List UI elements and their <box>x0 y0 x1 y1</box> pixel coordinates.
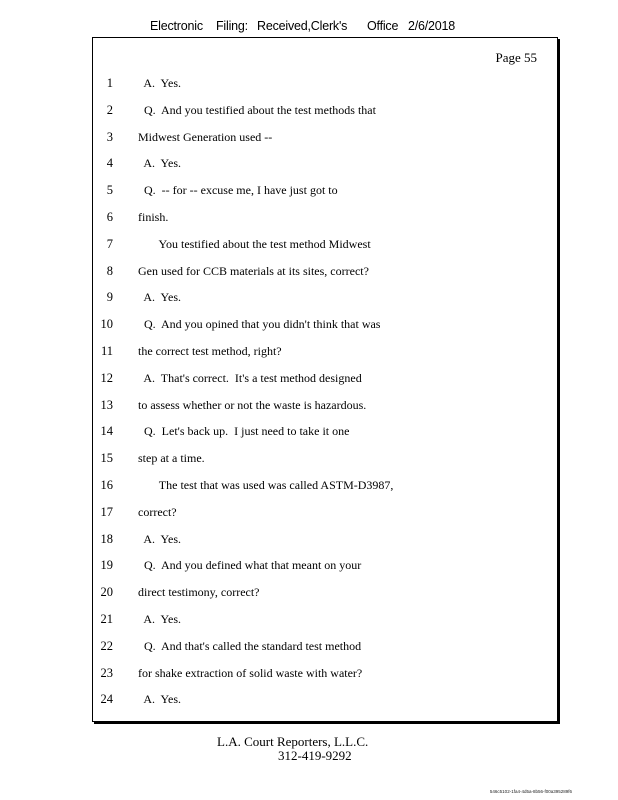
line-number: 16 <box>100 478 113 492</box>
transcript-line <box>93 76 553 94</box>
line-number: 17 <box>100 504 113 519</box>
transcript-line <box>93 666 553 684</box>
transcript-line <box>93 424 553 442</box>
transcript-line <box>93 156 553 174</box>
line-number: 24 <box>100 692 113 707</box>
transcript-line <box>93 532 553 550</box>
line-text: Q. -- for -- excuse me, I have just got to <box>138 183 338 198</box>
line-text: Gen used for CCB materials at its sites, correct? <box>138 263 369 278</box>
filing-header-date: 2/6/2018 <box>408 19 456 33</box>
line-text: Q. Let's back up. I just need to take it one <box>138 424 350 439</box>
transcript-line <box>93 317 553 335</box>
transcript-line <box>93 290 553 308</box>
transcript-line <box>93 558 553 576</box>
line-text: You testified about the test method Midwest <box>138 236 371 251</box>
line-number: 21 <box>100 612 113 626</box>
line-text: correct? <box>138 504 177 519</box>
transcript-line <box>93 451 553 469</box>
transcript-line <box>93 585 553 603</box>
transcript-line <box>93 183 553 201</box>
filing-header <box>150 19 470 37</box>
document-id: 546c5102-1fa4-4d5a-8b56-f00a395289f6 <box>489 789 572 794</box>
transcript-line <box>93 505 553 523</box>
transcript-line <box>93 692 553 710</box>
line-number: 22 <box>100 638 113 653</box>
line-number: 12 <box>100 370 113 385</box>
line-number: 19 <box>100 558 113 573</box>
line-number: 18 <box>100 531 113 546</box>
filing-header-electronic: Electronic <box>150 19 203 33</box>
line-text: A. Yes. <box>138 692 182 707</box>
line-text: for shake extraction of solid waste with water? <box>138 665 363 680</box>
line-text: the correct test method, right? <box>138 344 282 358</box>
line-number: 8 <box>106 263 113 278</box>
transcript-line <box>93 103 553 121</box>
line-number: 7 <box>106 236 113 251</box>
line-number: 9 <box>106 290 113 305</box>
line-text: A. Yes. <box>138 531 182 546</box>
filing-header-office: Office <box>367 19 399 33</box>
line-number: 13 <box>100 397 113 412</box>
line-text: A. Yes. <box>138 76 182 90</box>
transcript-line <box>93 478 553 496</box>
line-number: 15 <box>100 451 113 466</box>
line-number: 23 <box>100 665 113 680</box>
transcript-line <box>93 371 553 389</box>
transcript-line <box>93 210 553 228</box>
line-text: The test that was used was called ASTM-D3987, <box>138 478 394 492</box>
court-reporter-phone: 312-419-9292 <box>278 748 352 763</box>
filing-header-received: Received,Clerk's <box>257 19 348 33</box>
transcript-line <box>93 130 553 148</box>
line-text: Q. And you opined that you didn't think that was <box>138 317 381 332</box>
line-number: 6 <box>106 210 113 224</box>
line-number: 10 <box>100 317 113 332</box>
line-text: A. That's correct. It's a test method designed <box>138 370 362 385</box>
line-number: 20 <box>100 585 113 600</box>
line-number: 11 <box>100 344 113 358</box>
transcript-page <box>92 37 558 722</box>
line-number: 3 <box>106 129 113 144</box>
line-text: Q. And that's called the standard test method <box>138 638 362 653</box>
line-text: Q. And you defined what that meant on your <box>138 558 362 573</box>
transcript-line <box>93 612 553 630</box>
line-number: 1 <box>106 76 113 90</box>
court-reporter-company: L.A. Court Reporters, L.L.C. <box>217 734 369 749</box>
line-text: finish. <box>138 210 169 224</box>
line-number: 2 <box>106 102 113 117</box>
line-text: Q. And you testified about the test methods that <box>138 102 376 117</box>
line-number: 4 <box>106 156 113 171</box>
transcript-line <box>93 639 553 657</box>
line-text: A. Yes. <box>138 612 182 626</box>
line-text: step at a time. <box>138 451 205 466</box>
transcript-line <box>93 344 553 362</box>
transcript-line <box>93 264 553 282</box>
page-number: Page 55 <box>495 50 537 65</box>
transcript-line <box>93 237 553 255</box>
line-text: A. Yes. <box>138 156 182 171</box>
line-text: direct testimony, correct? <box>138 585 260 600</box>
transcript-line <box>93 398 553 416</box>
line-text: to assess whether or not the waste is hazardous. <box>138 397 367 412</box>
line-text: A. Yes. <box>138 290 182 305</box>
line-number: 14 <box>100 424 113 439</box>
filing-header-filing: Filing: <box>216 19 248 33</box>
line-number: 5 <box>106 183 113 198</box>
line-text: Midwest Generation used -- <box>138 129 273 144</box>
